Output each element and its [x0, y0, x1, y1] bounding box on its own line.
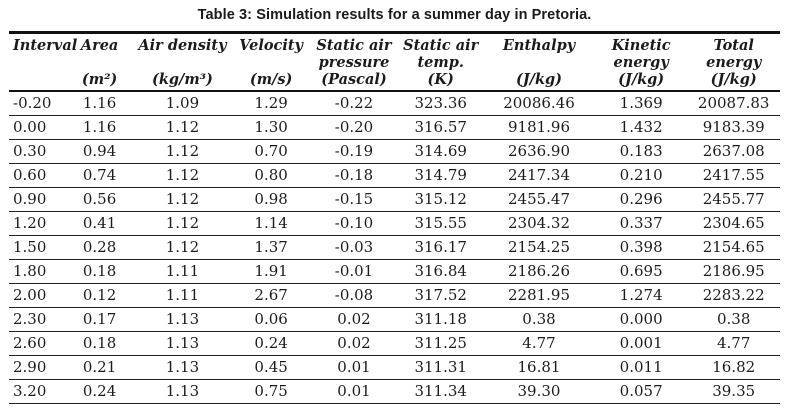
cell-static-air-pressure: 0.02 — [310, 308, 399, 332]
cell-static-air-pressure: -0.03 — [310, 236, 399, 260]
results-table — [9, 31, 780, 404]
table-head-row — [9, 33, 780, 92]
cell-area: 0.21 — [67, 356, 133, 380]
cell-enthalpy: 0.38 — [483, 308, 595, 332]
cell-interval: 0.60 — [9, 164, 67, 188]
cell-area: 0.18 — [67, 332, 133, 356]
column-header-total-energy: Total energy (J/kg) — [706, 37, 762, 88]
cell-static-air-temp: 316.17 — [398, 236, 483, 260]
cell-total-energy: 2417.55 — [687, 164, 780, 188]
cell-air-density: 1.12 — [132, 188, 232, 212]
cell-kinetic-energy: 0.001 — [595, 332, 688, 356]
cell-air-density: 1.12 — [132, 212, 232, 236]
cell-static-air-temp: 311.18 — [398, 308, 483, 332]
table-row — [9, 164, 780, 188]
cell-total-energy: 2283.22 — [687, 284, 780, 308]
cell-air-density: 1.13 — [132, 380, 232, 404]
cell-static-air-temp: 311.31 — [398, 356, 483, 380]
cell-total-energy: 2304.65 — [687, 212, 780, 236]
cell-enthalpy: 2417.34 — [483, 164, 595, 188]
cell-enthalpy: 2154.25 — [483, 236, 595, 260]
cell-enthalpy: 2636.90 — [483, 140, 595, 164]
column-header-interval: Interval — [13, 37, 78, 54]
cell-enthalpy: 4.77 — [483, 332, 595, 356]
table-body — [9, 91, 780, 404]
cell-static-air-pressure: -0.20 — [310, 116, 399, 140]
cell-air-density: 1.13 — [132, 356, 232, 380]
cell-area: 0.41 — [67, 212, 133, 236]
table-head — [9, 33, 780, 92]
column-header-kinetic-energy: Kinetic energy (J/kg) — [611, 37, 671, 88]
cell-total-energy: 4.77 — [687, 332, 780, 356]
cell-interval: 2.60 — [9, 332, 67, 356]
cell-static-air-pressure: 0.01 — [310, 356, 399, 380]
cell-static-air-temp: 314.79 — [398, 164, 483, 188]
cell-area: 0.18 — [67, 260, 133, 284]
cell-velocity: 1.30 — [233, 116, 310, 140]
cell-interval: 2.30 — [9, 308, 67, 332]
cell-total-energy: 2154.65 — [687, 236, 780, 260]
cell-area: 1.16 — [67, 116, 133, 140]
cell-interval: -0.20 — [9, 91, 67, 116]
cell-static-air-pressure: 0.01 — [310, 380, 399, 404]
cell-enthalpy: 2186.26 — [483, 260, 595, 284]
table-row — [9, 308, 780, 332]
cell-static-air-temp: 314.69 — [398, 140, 483, 164]
cell-interval: 0.30 — [9, 140, 67, 164]
cell-air-density: 1.11 — [132, 260, 232, 284]
column-header-air-density: Air density (kg/m³) — [138, 37, 227, 88]
table-row — [9, 356, 780, 380]
table-row — [9, 212, 780, 236]
cell-interval: 1.80 — [9, 260, 67, 284]
cell-air-density: 1.12 — [132, 236, 232, 260]
cell-interval: 2.90 — [9, 356, 67, 380]
cell-velocity: 1.14 — [233, 212, 310, 236]
cell-area: 0.17 — [67, 308, 133, 332]
cell-area: 0.74 — [67, 164, 133, 188]
cell-interval: 2.00 — [9, 284, 67, 308]
cell-velocity: 0.06 — [233, 308, 310, 332]
cell-enthalpy: 2281.95 — [483, 284, 595, 308]
cell-area: 0.12 — [67, 284, 133, 308]
cell-velocity: 1.91 — [233, 260, 310, 284]
cell-static-air-temp: 316.84 — [398, 260, 483, 284]
cell-total-energy: 0.38 — [687, 308, 780, 332]
cell-static-air-pressure: -0.19 — [310, 140, 399, 164]
column-header-velocity: Velocity (m/s) — [239, 37, 303, 88]
column-header-enthalpy: Enthalpy (J/kg) — [502, 37, 576, 88]
cell-static-air-temp: 317.52 — [398, 284, 483, 308]
cell-area: 0.28 — [67, 236, 133, 260]
cell-total-energy: 9183.39 — [687, 116, 780, 140]
cell-area: 0.94 — [67, 140, 133, 164]
cell-interval: 1.50 — [9, 236, 67, 260]
table-row — [9, 284, 780, 308]
cell-kinetic-energy: 0.183 — [595, 140, 688, 164]
column-header-static-air-temp: Static air temp. (K) — [403, 37, 479, 88]
cell-area: 1.16 — [67, 91, 133, 116]
cell-total-energy: 39.35 — [687, 380, 780, 404]
cell-air-density: 1.11 — [132, 284, 232, 308]
table-row — [9, 236, 780, 260]
cell-total-energy: 2637.08 — [687, 140, 780, 164]
cell-area: 0.24 — [67, 380, 133, 404]
cell-static-air-temp: 315.55 — [398, 212, 483, 236]
cell-static-air-temp: 316.57 — [398, 116, 483, 140]
table-row — [9, 260, 780, 284]
cell-static-air-temp: 311.25 — [398, 332, 483, 356]
cell-velocity: 1.37 — [233, 236, 310, 260]
cell-air-density: 1.09 — [132, 91, 232, 116]
cell-velocity: 1.29 — [233, 91, 310, 116]
cell-velocity: 0.24 — [233, 332, 310, 356]
column-header-area: Area (m²) — [80, 37, 119, 88]
cell-velocity: 0.80 — [233, 164, 310, 188]
cell-enthalpy: 2304.32 — [483, 212, 595, 236]
cell-static-air-pressure: -0.18 — [310, 164, 399, 188]
cell-kinetic-energy: 0.398 — [595, 236, 688, 260]
cell-enthalpy: 9181.96 — [483, 116, 595, 140]
table-row — [9, 116, 780, 140]
table-row — [9, 91, 780, 116]
cell-static-air-temp: 323.36 — [398, 91, 483, 116]
cell-interval: 0.00 — [9, 116, 67, 140]
cell-static-air-pressure: -0.01 — [310, 260, 399, 284]
cell-kinetic-energy: 0.337 — [595, 212, 688, 236]
cell-air-density: 1.13 — [132, 332, 232, 356]
table-caption: Table 3: Simulation results for a summer day in Pretoria. — [197, 7, 592, 23]
cell-total-energy: 20087.83 — [687, 91, 780, 116]
cell-kinetic-energy: 0.210 — [595, 164, 688, 188]
cell-air-density: 1.13 — [132, 308, 232, 332]
table-row — [9, 380, 780, 404]
cell-static-air-pressure: -0.15 — [310, 188, 399, 212]
cell-enthalpy: 16.81 — [483, 356, 595, 380]
cell-kinetic-energy: 1.369 — [595, 91, 688, 116]
cell-velocity: 0.75 — [233, 380, 310, 404]
cell-static-air-temp: 311.34 — [398, 380, 483, 404]
cell-enthalpy: 39.30 — [483, 380, 595, 404]
cell-interval: 0.90 — [9, 188, 67, 212]
cell-velocity: 2.67 — [233, 284, 310, 308]
table-row — [9, 140, 780, 164]
cell-kinetic-energy: 0.296 — [595, 188, 688, 212]
cell-enthalpy: 20086.46 — [483, 91, 595, 116]
cell-air-density: 1.12 — [132, 140, 232, 164]
cell-air-density: 1.12 — [132, 164, 232, 188]
cell-kinetic-energy: 0.000 — [595, 308, 688, 332]
cell-static-air-pressure: -0.08 — [310, 284, 399, 308]
cell-kinetic-energy: 1.432 — [595, 116, 688, 140]
cell-total-energy: 16.82 — [687, 356, 780, 380]
cell-air-density: 1.12 — [132, 116, 232, 140]
cell-interval: 1.20 — [9, 212, 67, 236]
cell-enthalpy: 2455.47 — [483, 188, 595, 212]
column-header-static-air-pressure: Static air pressure (Pascal) — [316, 37, 392, 88]
cell-interval: 3.20 — [9, 380, 67, 404]
cell-static-air-pressure: -0.22 — [310, 91, 399, 116]
cell-kinetic-energy: 1.274 — [595, 284, 688, 308]
cell-total-energy: 2186.95 — [687, 260, 780, 284]
cell-area: 0.56 — [67, 188, 133, 212]
cell-velocity: 0.45 — [233, 356, 310, 380]
cell-total-energy: 2455.77 — [687, 188, 780, 212]
table-row — [9, 188, 780, 212]
cell-velocity: 0.98 — [233, 188, 310, 212]
cell-static-air-temp: 315.12 — [398, 188, 483, 212]
cell-velocity: 0.70 — [233, 140, 310, 164]
cell-kinetic-energy: 0.695 — [595, 260, 688, 284]
cell-static-air-pressure: -0.10 — [310, 212, 399, 236]
cell-kinetic-energy: 0.011 — [595, 356, 688, 380]
table-row — [9, 332, 780, 356]
cell-static-air-pressure: 0.02 — [310, 332, 399, 356]
cell-kinetic-energy: 0.057 — [595, 380, 688, 404]
